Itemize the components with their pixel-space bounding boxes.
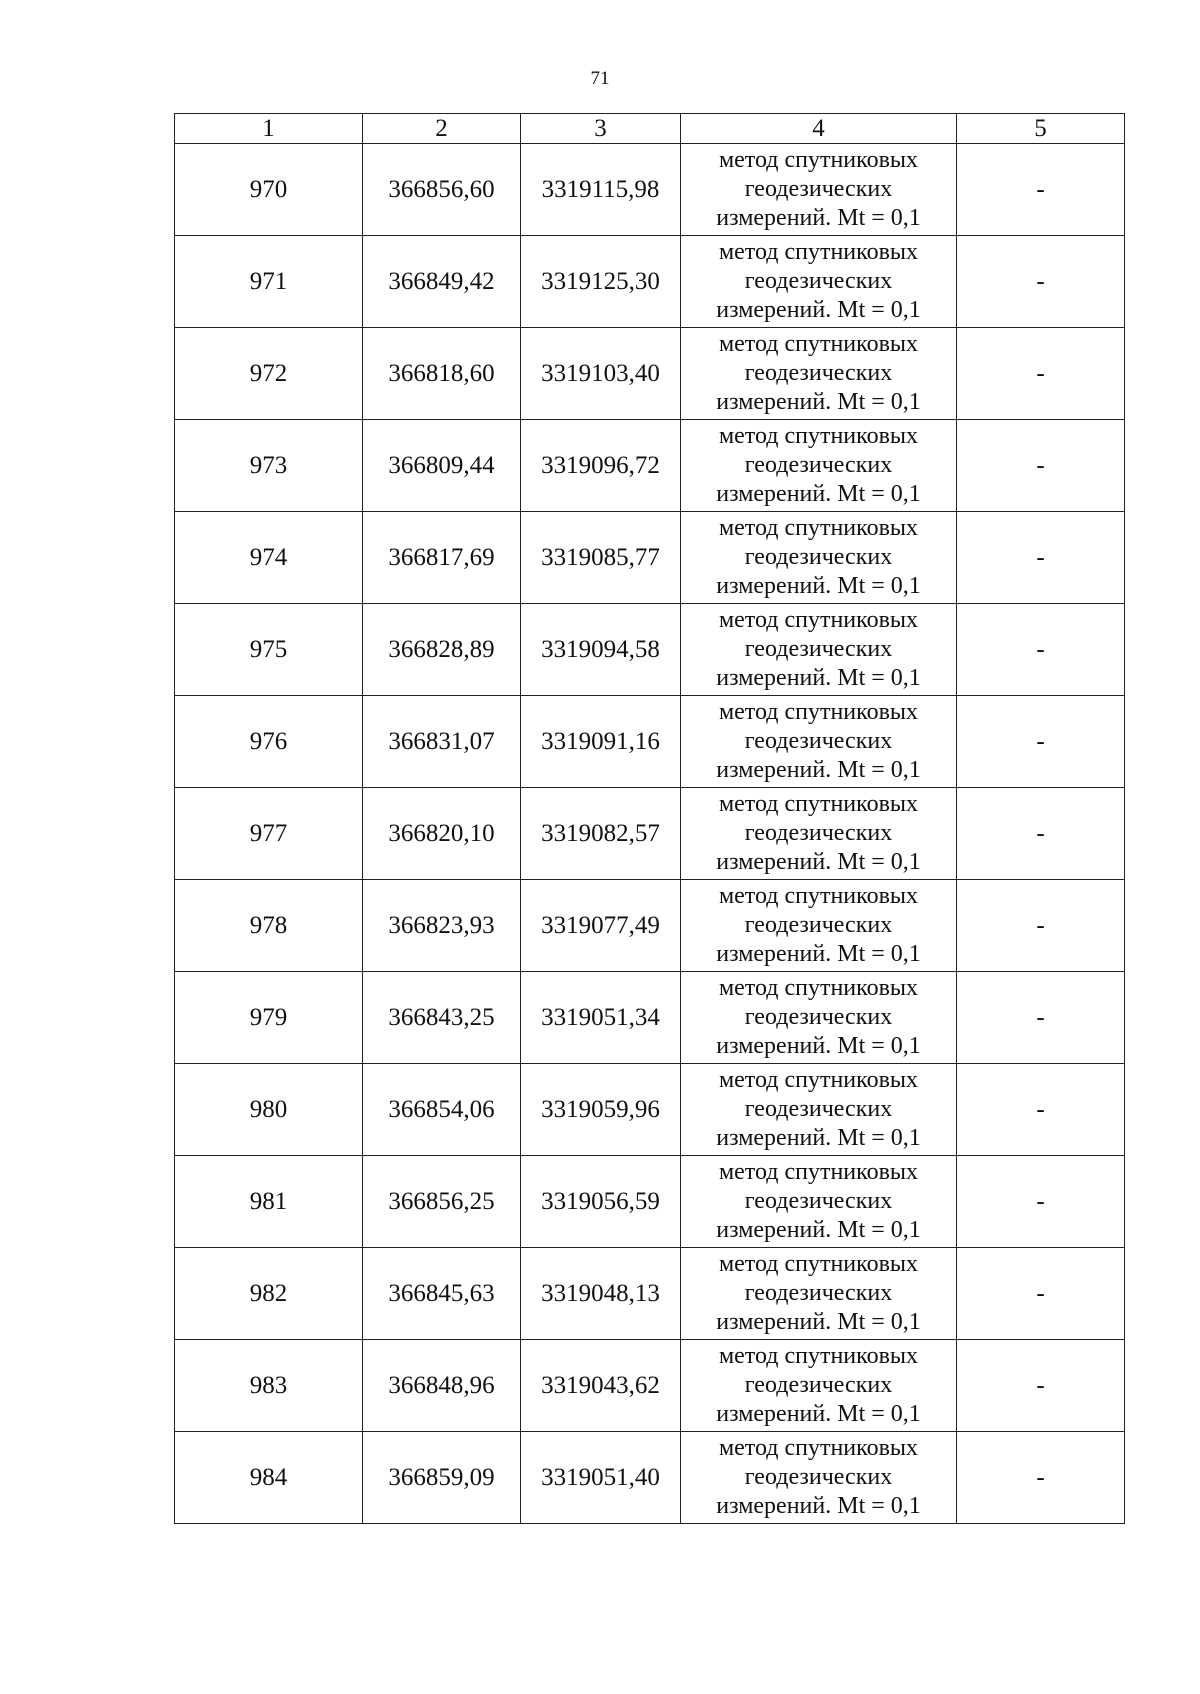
y-coordinate-cell: 3319115,98 <box>521 144 681 236</box>
table-row <box>175 1064 1125 1156</box>
y-coordinate-cell: 3319125,30 <box>521 236 681 328</box>
point-number-cell: 978 <box>175 880 363 972</box>
note-cell: - <box>957 1248 1125 1340</box>
method-cell: метод спутниковых геодезических измерений. Mt = 0,1 <box>681 420 957 512</box>
x-coordinate-cell: 366845,63 <box>363 1248 521 1340</box>
method-cell: метод спутниковых геодезических измерений. Mt = 0,1 <box>681 972 957 1064</box>
y-coordinate-cell: 3319059,96 <box>521 1064 681 1156</box>
method-cell: метод спутниковых геодезических измерений. Mt = 0,1 <box>681 1248 957 1340</box>
note-cell: - <box>957 236 1125 328</box>
point-number-cell: 971 <box>175 236 363 328</box>
table-header-row <box>175 114 1125 144</box>
table-row <box>175 788 1125 880</box>
x-coordinate-cell: 366817,69 <box>363 512 521 604</box>
point-number-cell: 973 <box>175 420 363 512</box>
table-row <box>175 144 1125 236</box>
point-number-cell: 983 <box>175 1340 363 1432</box>
x-coordinate-cell: 366856,60 <box>363 144 521 236</box>
note-cell: - <box>957 788 1125 880</box>
page-number: 71 <box>590 68 610 89</box>
table-row <box>175 696 1125 788</box>
y-coordinate-cell: 3319043,62 <box>521 1340 681 1432</box>
y-coordinate-cell: 3319056,59 <box>521 1156 681 1248</box>
y-coordinate-cell: 3319051,40 <box>521 1432 681 1524</box>
column-header-5: 5 <box>957 114 1125 144</box>
point-number-cell: 984 <box>175 1432 363 1524</box>
x-coordinate-cell: 366831,07 <box>363 696 521 788</box>
method-cell: метод спутниковых геодезических измерений. Mt = 0,1 <box>681 1156 957 1248</box>
note-cell: - <box>957 972 1125 1064</box>
x-coordinate-cell: 366820,10 <box>363 788 521 880</box>
note-cell: - <box>957 512 1125 604</box>
point-number-cell: 972 <box>175 328 363 420</box>
x-coordinate-cell: 366848,96 <box>363 1340 521 1432</box>
method-cell: метод спутниковых геодезических измерений. Mt = 0,1 <box>681 696 957 788</box>
note-cell: - <box>957 1064 1125 1156</box>
point-number-cell: 974 <box>175 512 363 604</box>
table-row <box>175 1432 1125 1524</box>
note-cell: - <box>957 144 1125 236</box>
table-row <box>175 880 1125 972</box>
table-row <box>175 328 1125 420</box>
method-cell: метод спутниковых геодезических измерений. Mt = 0,1 <box>681 144 957 236</box>
method-cell: метод спутниковых геодезических измерений. Mt = 0,1 <box>681 1340 957 1432</box>
method-cell: метод спутниковых геодезических измерений. Mt = 0,1 <box>681 512 957 604</box>
y-coordinate-cell: 3319082,57 <box>521 788 681 880</box>
method-cell: метод спутниковых геодезических измерений. Mt = 0,1 <box>681 788 957 880</box>
coordinates-table <box>174 113 1125 1524</box>
y-coordinate-cell: 3319051,34 <box>521 972 681 1064</box>
point-number-cell: 970 <box>175 144 363 236</box>
point-number-cell: 975 <box>175 604 363 696</box>
y-coordinate-cell: 3319091,16 <box>521 696 681 788</box>
point-number-cell: 976 <box>175 696 363 788</box>
x-coordinate-cell: 366856,25 <box>363 1156 521 1248</box>
method-cell: метод спутниковых геодезических измерений. Mt = 0,1 <box>681 328 957 420</box>
x-coordinate-cell: 366854,06 <box>363 1064 521 1156</box>
table-row <box>175 972 1125 1064</box>
note-cell: - <box>957 1432 1125 1524</box>
note-cell: - <box>957 696 1125 788</box>
column-header-1: 1 <box>175 114 363 144</box>
y-coordinate-cell: 3319096,72 <box>521 420 681 512</box>
table-row <box>175 512 1125 604</box>
note-cell: - <box>957 880 1125 972</box>
y-coordinate-cell: 3319085,77 <box>521 512 681 604</box>
column-header-4: 4 <box>681 114 957 144</box>
note-cell: - <box>957 1156 1125 1248</box>
x-coordinate-cell: 366828,89 <box>363 604 521 696</box>
point-number-cell: 979 <box>175 972 363 1064</box>
point-number-cell: 981 <box>175 1156 363 1248</box>
point-number-cell: 982 <box>175 1248 363 1340</box>
method-cell: метод спутниковых геодезических измерений. Mt = 0,1 <box>681 880 957 972</box>
y-coordinate-cell: 3319103,40 <box>521 328 681 420</box>
note-cell: - <box>957 1340 1125 1432</box>
column-header-2: 2 <box>363 114 521 144</box>
y-coordinate-cell: 3319048,13 <box>521 1248 681 1340</box>
method-cell: метод спутниковых геодезических измерений. Mt = 0,1 <box>681 236 957 328</box>
y-coordinate-cell: 3319077,49 <box>521 880 681 972</box>
x-coordinate-cell: 366859,09 <box>363 1432 521 1524</box>
x-coordinate-cell: 366818,60 <box>363 328 521 420</box>
column-header-3: 3 <box>521 114 681 144</box>
method-cell: метод спутниковых геодезических измерений. Mt = 0,1 <box>681 604 957 696</box>
method-cell: метод спутниковых геодезических измерений. Mt = 0,1 <box>681 1064 957 1156</box>
note-cell: - <box>957 604 1125 696</box>
table-row <box>175 1156 1125 1248</box>
table-row <box>175 604 1125 696</box>
table-row <box>175 236 1125 328</box>
note-cell: - <box>957 420 1125 512</box>
point-number-cell: 977 <box>175 788 363 880</box>
table-row <box>175 1248 1125 1340</box>
point-number-cell: 980 <box>175 1064 363 1156</box>
note-cell: - <box>957 328 1125 420</box>
x-coordinate-cell: 366809,44 <box>363 420 521 512</box>
table-row <box>175 1340 1125 1432</box>
x-coordinate-cell: 366849,42 <box>363 236 521 328</box>
x-coordinate-cell: 366843,25 <box>363 972 521 1064</box>
x-coordinate-cell: 366823,93 <box>363 880 521 972</box>
y-coordinate-cell: 3319094,58 <box>521 604 681 696</box>
table-row <box>175 420 1125 512</box>
method-cell: метод спутниковых геодезических измерений. Mt = 0,1 <box>681 1432 957 1524</box>
